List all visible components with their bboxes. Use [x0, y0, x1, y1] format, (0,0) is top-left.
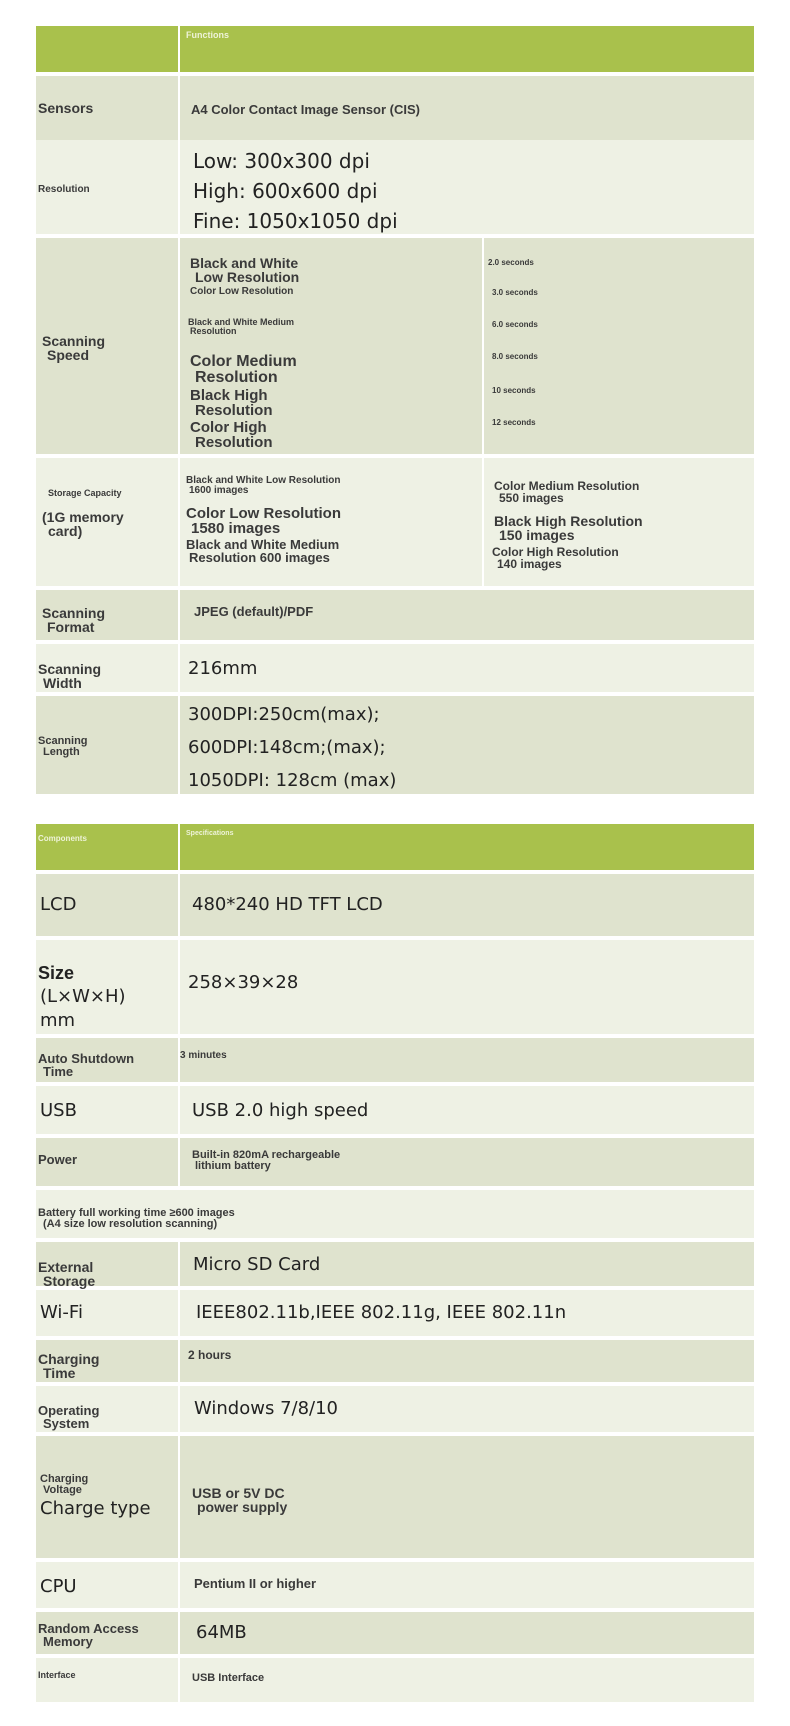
resolution-row: [36, 140, 754, 236]
resolution-label: Resolution: [38, 184, 90, 195]
lcd-row: [36, 874, 754, 938]
external-storage-label: External Storage: [38, 1259, 96, 1289]
ram-label: Random Access Memory: [38, 1621, 139, 1649]
scanning-width-row: [36, 644, 754, 694]
scanning-length-label: Scanning Length: [38, 735, 88, 758]
storage-label-line1: Storage Capacity: [48, 488, 122, 498]
cpu-row: [36, 1562, 754, 1610]
lcd-label: LCD: [40, 894, 77, 915]
speed-mode-black-high: Black High Resolution: [190, 387, 273, 419]
sensors-value: A4 Color Contact Image Sensor (CIS): [191, 102, 420, 117]
auto-shutdown-row: [36, 1038, 754, 1084]
resolution-values: [193, 146, 750, 236]
functions-table: [36, 26, 754, 796]
size-label-line2: (L×W×H): [40, 986, 126, 1007]
specifications-table: [36, 824, 754, 1696]
power-label: Power: [38, 1152, 78, 1167]
speed-time-color-medium: 8.0 seconds: [492, 352, 538, 361]
speed-time-color-high: 12 seconds: [492, 418, 536, 427]
usb-value: USB 2.0 high speed: [192, 1100, 369, 1121]
operating-system-row: [36, 1386, 754, 1434]
speed-mode-color-low: Color Low Resolution: [190, 286, 294, 297]
scanning-format-row: [36, 590, 754, 642]
resolution-fine: Fine: 1050x1050 dpi: [193, 209, 398, 233]
storage-capacity-row: [36, 458, 754, 588]
sensors-label: Sensors: [38, 100, 94, 116]
interface-value: USB Interface: [192, 1672, 265, 1684]
storage-capacity-label: [42, 488, 188, 539]
scanning-format-value: JPEG (default)/PDF: [194, 604, 314, 619]
scanning-length-1050: 1050DPI: 128cm (max): [188, 770, 397, 791]
size-row: [36, 940, 754, 1036]
specifications-header: Specifications: [186, 830, 234, 837]
scanning-speed-label: [40, 334, 182, 362]
speed-mode-color-medium: Color Medium Resolution: [190, 353, 297, 386]
power-value: Built-in 820mA rechargeable lithium battery: [192, 1149, 341, 1172]
charge-type-label-line1: Charging: [40, 1473, 89, 1485]
charge-type-label-line2: Voltage: [43, 1484, 82, 1496]
scanning-length-row: [36, 696, 754, 796]
lcd-value: 480*240 HD TFT LCD: [192, 894, 383, 915]
speed-mode-color-high: Color High Resolution: [190, 419, 273, 451]
scanning-format-label: Scanning Format: [42, 605, 106, 635]
wifi-label: Wi-Fi: [40, 1302, 83, 1323]
speed-time-black-high: 10 seconds: [492, 386, 536, 395]
charge-type-row: [36, 1436, 754, 1560]
external-storage-value: Micro SD Card: [193, 1254, 321, 1275]
storage-label-line2: (1G memory: [42, 509, 124, 525]
wifi-value: IEEE802.11b,IEEE 802.11g, IEEE 802.11n: [196, 1302, 567, 1323]
scanning-width-value: 216mm: [188, 658, 258, 679]
scanning-speed-label-line1: Scanning: [42, 333, 106, 349]
battery-row: [36, 1190, 754, 1240]
ram-value: 64MB: [196, 1622, 247, 1643]
usb-label: USB: [40, 1100, 77, 1121]
size-label-line1: Size: [38, 963, 75, 983]
speed-time-color-low: 3.0 seconds: [492, 288, 538, 297]
charge-type-label-line3: Charge type: [40, 1498, 151, 1519]
resolution-high: High: 600x600 dpi: [193, 179, 378, 203]
storage-label-line3: card): [48, 523, 83, 539]
charge-type-value: USB or 5V DC power supply: [192, 1485, 288, 1515]
interface-label: Interface: [38, 1670, 76, 1680]
speed-time-bw-medium: 6.0 seconds: [492, 320, 538, 329]
interface-row: [36, 1658, 754, 1704]
scanning-speed-row: [36, 238, 754, 456]
size-label: [38, 962, 126, 1032]
scanning-length-300: 300DPI:250cm(max);: [188, 704, 380, 725]
functions-header-row: [36, 26, 754, 74]
battery-note: Battery full working time ≥600 images (A4 size low resolution scanning): [38, 1207, 235, 1230]
speed-mode-bw-medium: Black and White Medium Resolution: [188, 317, 295, 336]
size-value: 258×39×28: [188, 972, 299, 993]
storage-color-high: Color High Resolution 140 images: [492, 545, 619, 571]
power-row: [36, 1138, 754, 1188]
storage-color-low: Color Low Resolution 1580 images: [186, 505, 341, 537]
components-header: Components: [38, 834, 87, 843]
specifications-header-row: [36, 824, 754, 872]
scanning-width-label: Scanning Width: [38, 661, 102, 691]
functions-header: Functions: [186, 30, 229, 40]
operating-system-label: Operating System: [38, 1403, 100, 1431]
external-storage-row: [36, 1242, 754, 1288]
charging-time-value: 2 hours: [188, 1348, 232, 1362]
charging-time-row: [36, 1340, 754, 1384]
scanning-speed-label-line2: Speed: [47, 347, 90, 363]
auto-shutdown-value: 3 minutes: [180, 1050, 227, 1061]
cpu-label: CPU: [40, 1576, 77, 1597]
operating-system-value: Windows 7/8/10: [194, 1398, 339, 1419]
usb-row: [36, 1086, 754, 1136]
header-label-cell: [36, 26, 176, 74]
charging-time-label: Charging Time: [38, 1351, 100, 1381]
storage-color-medium: Color Medium Resolution 550 images: [494, 479, 640, 505]
storage-bw-low: Black and White Low Resolution 1600 images: [186, 475, 341, 496]
speed-time-bw-low: 2.0 seconds: [488, 258, 534, 267]
auto-shutdown-label: Auto Shutdown Time: [38, 1051, 135, 1079]
scanning-length-values: [188, 698, 750, 797]
speed-mode-bw-low: Black and White Low Resolution: [190, 255, 300, 285]
size-label-line3: mm: [40, 1010, 76, 1031]
resolution-low: Low: 300x300 dpi: [193, 149, 370, 173]
scanning-length-600: 600DPI:148cm;(max);: [188, 737, 386, 758]
charge-type-label: [40, 1474, 151, 1522]
ram-row: [36, 1612, 754, 1656]
storage-black-high: Black High Resolution 150 images: [494, 513, 643, 543]
storage-bw-medium: Black and White Medium Resolution 600 images: [186, 537, 340, 565]
wifi-row: [36, 1290, 754, 1338]
cpu-value: Pentium II or higher: [194, 1576, 317, 1591]
